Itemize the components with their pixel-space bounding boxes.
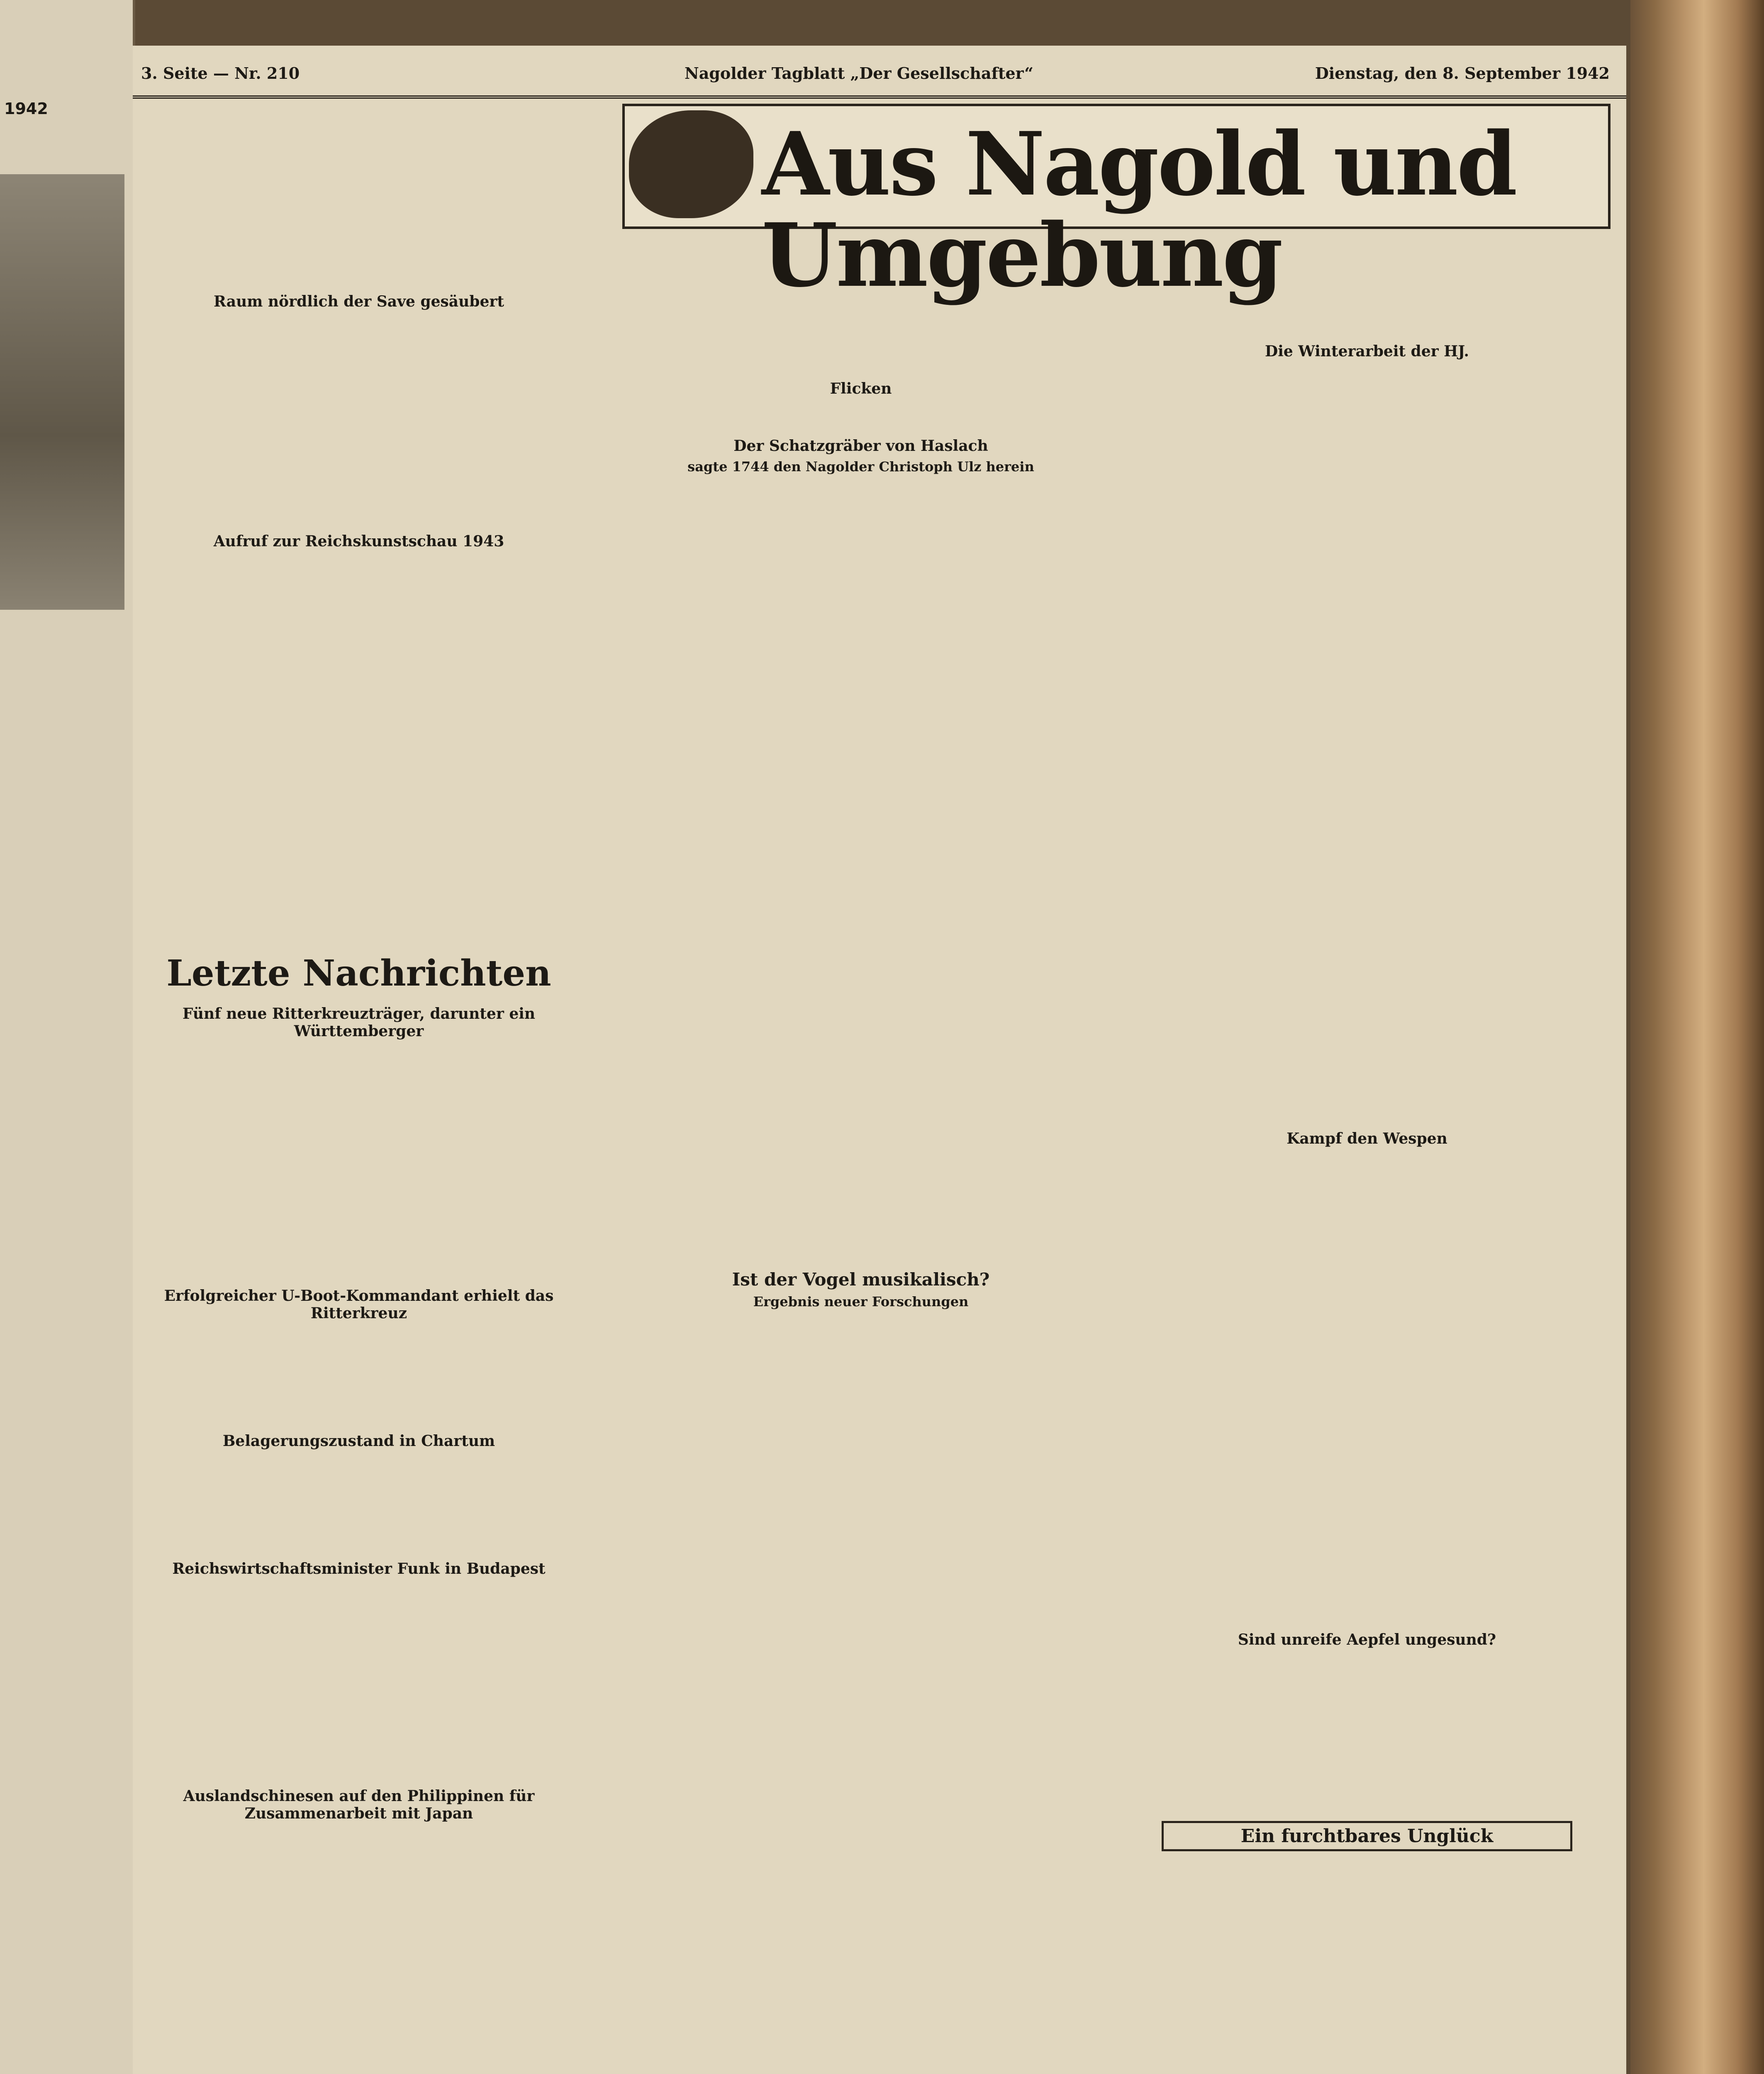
- heading-philippinen: Auslandschinesen auf den Philippinen für Zusammenarbeit mit Japan: [183, 1787, 535, 1822]
- article-raum: [141, 314, 577, 522]
- column-2: [622, 232, 1099, 2074]
- left-page-year: 1942: [4, 100, 48, 118]
- article-vogel: [622, 1314, 1099, 2074]
- subheading-vogel: Ergebnis neuer Forschungen: [753, 1294, 969, 1310]
- heading-aufruf: Aufruf zur Reichskunstschau 1943: [213, 533, 504, 550]
- article-intro: [622, 232, 1099, 369]
- heading-ritterkreuz: Fünf neue Ritterkreuzträger, darunter ein Württemberger: [182, 1005, 536, 1040]
- newspaper-page: [133, 46, 1626, 2074]
- issue-date: Dienstag, den 8. September 1942: [1315, 64, 1610, 83]
- masthead: [622, 104, 1611, 307]
- heading-schatzgraeber: Der Schatzgräber von Haslach: [733, 437, 988, 455]
- article-intro-right: [1128, 232, 1606, 332]
- column-1: [141, 108, 577, 2074]
- article-aufruf: [141, 554, 577, 936]
- article-aepfel: [1128, 1653, 1606, 1810]
- page-number: 3. Seite — Nr. 210: [141, 64, 300, 83]
- article-uboot: [141, 1326, 577, 1422]
- left-page-edge: [0, 0, 135, 2074]
- heading-funk: Reichswirtschaftsminister Funk in Budapest: [172, 1560, 546, 1577]
- heading-uboot: Erfolgreicher U-Boot-Kommandant erhielt das Ritterkreuz: [164, 1287, 554, 1322]
- article-continued: [141, 108, 577, 282]
- article-ritterkreuz: [141, 1044, 577, 1276]
- town-emblem-icon: [629, 110, 753, 218]
- article-winterarbeit: [1128, 364, 1606, 1119]
- article-flicken: [622, 402, 1099, 426]
- heading-unglueck: Ein furchtbares Unglück: [1162, 1821, 1572, 1851]
- heading-letzte-nachrichten: Letzte Nachrichten: [166, 952, 551, 994]
- article-funk: [141, 1582, 577, 1777]
- article-schatzgraeber: [622, 479, 1099, 1259]
- book-spine: [1630, 0, 1764, 2074]
- newspaper-name: Nagolder Tagblatt „Der Gesellschafter“: [685, 64, 1033, 83]
- subheading-schatzgraeber: sagte 1744 den Nagolder Christoph Ulz herein: [687, 459, 1034, 475]
- article-chartum: [141, 1454, 577, 1549]
- heading-wespen: Kampf den Wespen: [1286, 1130, 1447, 1147]
- running-head: [133, 46, 1626, 99]
- masthead-title: Aus Nagold und Umgebung: [762, 113, 1516, 307]
- article-philippinen: [141, 1826, 577, 2074]
- article-unglueck: [1128, 1858, 1606, 2074]
- heading-chartum: Belagerungszustand in Chartum: [222, 1432, 495, 1450]
- heading-raum: Raum nördlich der Save gesäubert: [214, 293, 504, 310]
- article-wespen: [1128, 1151, 1606, 1620]
- heading-vogel: Ist der Vogel musikalisch?: [732, 1269, 990, 1290]
- column-3: [1128, 232, 1606, 2074]
- heading-aepfel: Sind unreife Aepfel ungesund?: [1238, 1631, 1496, 1648]
- heading-winterarbeit: Die Winterarbeit der HJ.: [1265, 343, 1469, 360]
- heading-flicken: Flicken: [830, 380, 892, 397]
- left-page-photo: [0, 174, 124, 610]
